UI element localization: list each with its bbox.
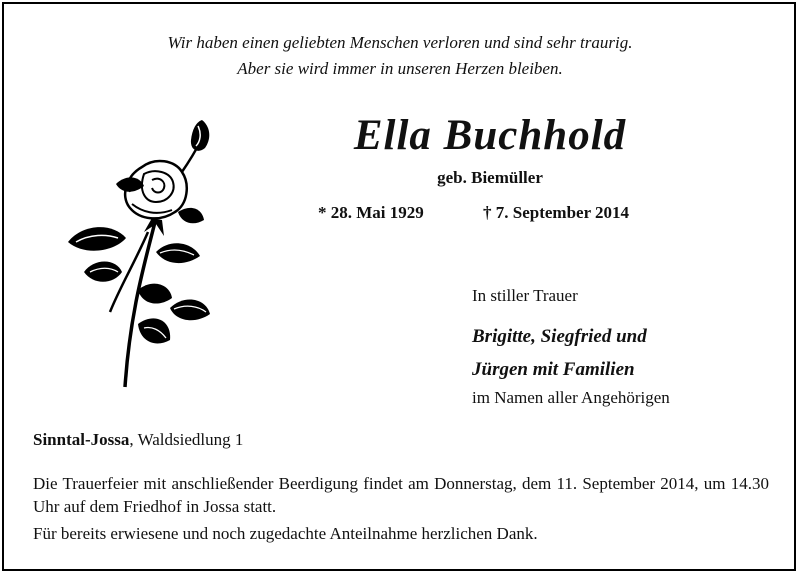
mourners-line-2: Jürgen mit Familien [472,359,635,380]
address [33,430,243,450]
funeral-notice: Die Trauerfeier mit anschließender Beerdigung findet am Donnerstag, dem 11. September 2014, um 14.30 Uhr auf dem Friedhof in Jossa statt. [33,474,769,516]
rose-icon [60,112,210,392]
birth-name: geb. Biemüller [437,168,543,187]
quote-line-2: Aber sie wird immer in unseren Herzen bleiben. [237,59,563,78]
address-place: Sinntal-Jossa [33,430,130,449]
mourners-line-1: Brigitte, Siegfried und [472,326,647,347]
mourning-intro: In stiller Trauer [472,286,578,305]
deceased-name: Ella Buchhold [353,112,627,159]
birth-date: * 28. Mai 1929 [318,203,424,222]
quote-line-1: Wir haben einen geliebten Menschen verloren und sind sehr traurig. [167,33,633,52]
on-behalf-line: im Namen aller Angehörigen [472,388,670,407]
death-date: † 7. September 2014 [483,203,630,222]
thanks-notice: Für bereits erwiesene und noch zugedachte Anteilnahme herzlichen Dank. [33,524,538,543]
address-street: , Waldsiedlung 1 [129,430,244,449]
